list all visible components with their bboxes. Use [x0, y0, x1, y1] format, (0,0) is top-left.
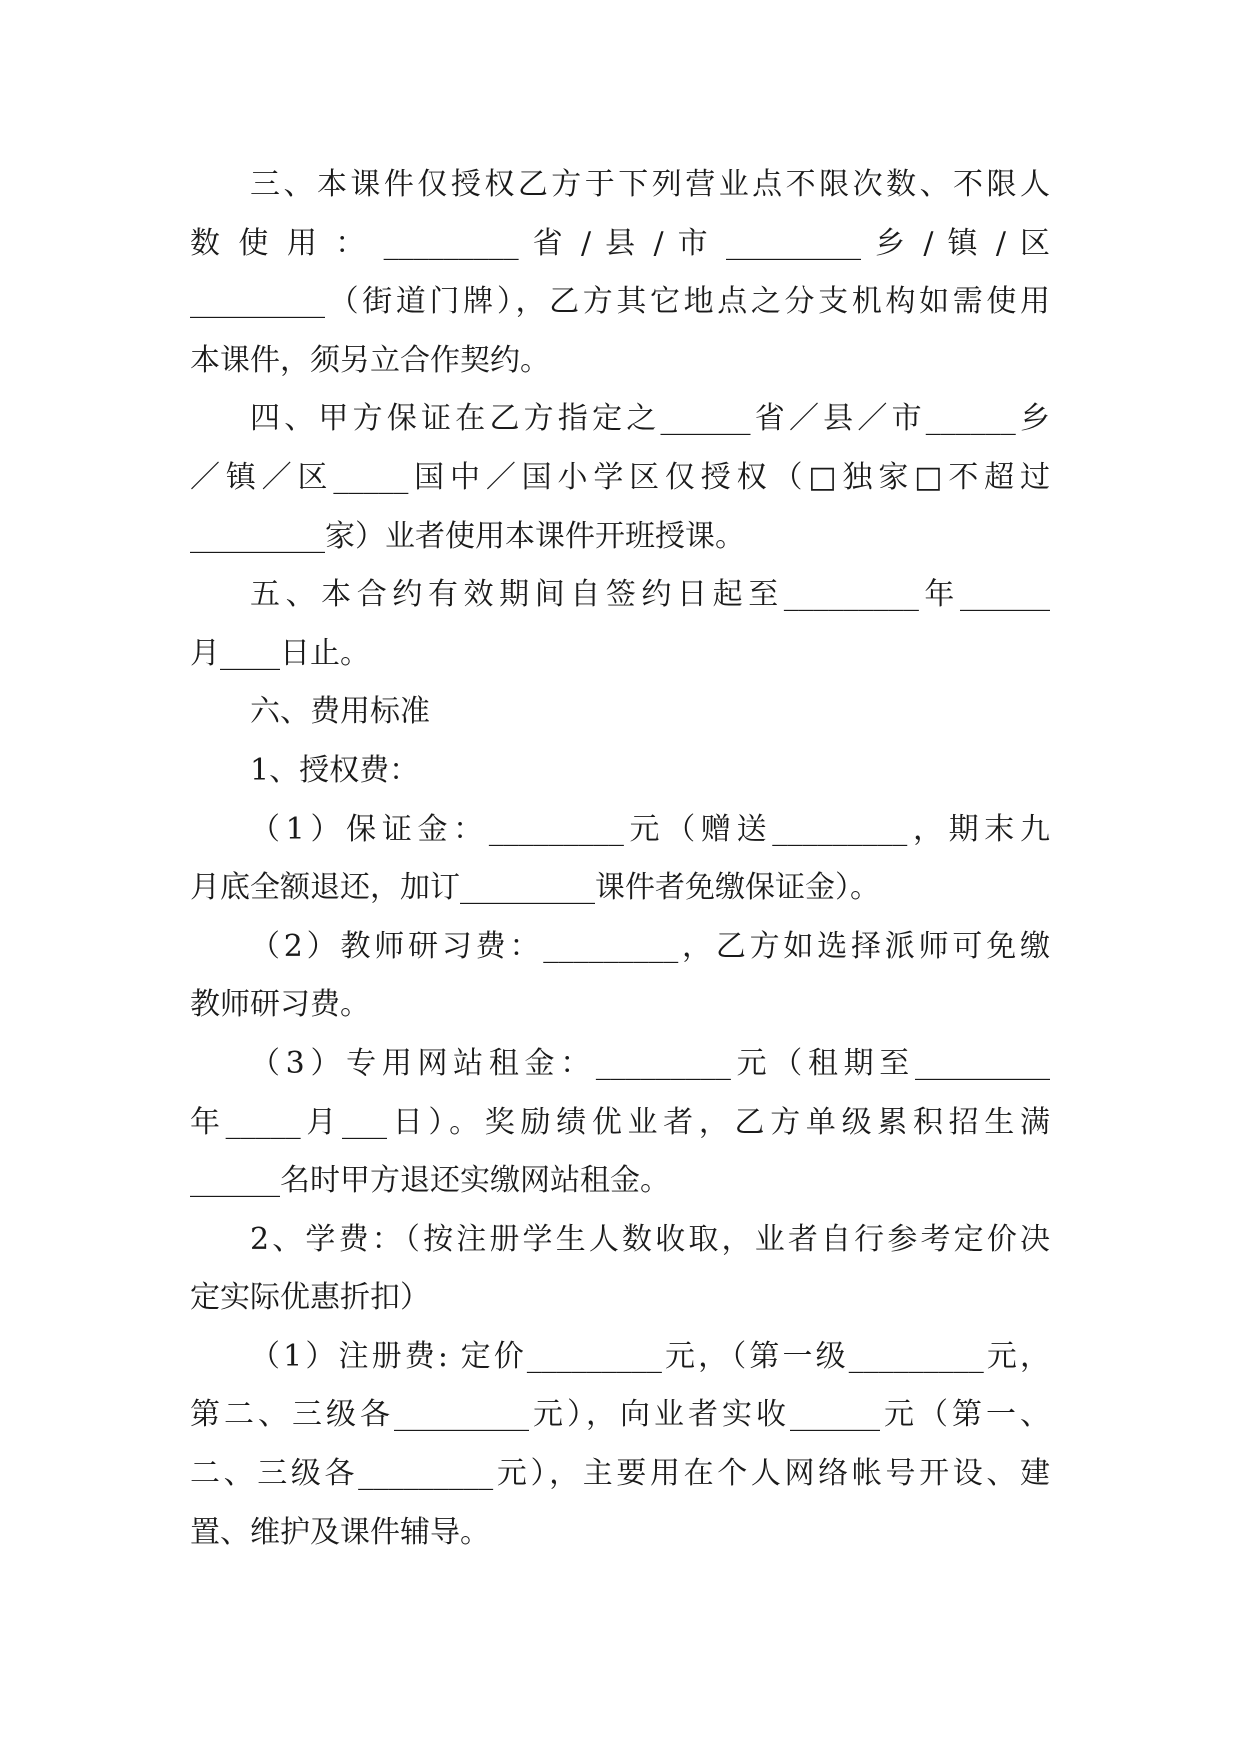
text-line: （1）注册费: 定价_________元，（第一级_________元， — [250, 1338, 1050, 1374]
text-line: 第二、三级各_________元），向业者实收______元（第一、 — [190, 1397, 1050, 1433]
item-1-1 — [190, 801, 1050, 918]
text-line: 置、维护及课件辅导。 — [190, 1514, 490, 1550]
text-line: ______名时甲方退还实缴网站租金。 — [190, 1163, 670, 1199]
text-line: _________（街道门牌），乙方其它地点之分支机构如需使用 — [190, 284, 1050, 320]
clause-3 — [190, 156, 1050, 390]
section-heading: 六、费用标准 — [250, 694, 430, 730]
text-line: 月____日止。 — [190, 635, 370, 671]
text-line: （2）教师研习费：_________，乙方如选择派师可免缴 — [250, 928, 1050, 964]
clause-6-heading — [190, 683, 1050, 742]
text-line: ／镇／区_____国中／国小学区仅授权（□独家□不超过 — [190, 459, 1050, 495]
subsection-heading: 1、授权费： — [250, 752, 420, 788]
text-line: 数 使 用 ： _________ 省 / 县 / 市 _________ 乡 / 镇 / 区 — [190, 225, 1050, 261]
item-1-3 — [190, 1035, 1050, 1211]
text-line: 定实际优惠折扣） — [190, 1280, 430, 1316]
item-1-2 — [190, 918, 1050, 1035]
text-line: _________家）业者使用本课件开班授课。 — [190, 518, 745, 554]
text-line: 四、甲方保证在乙方指定之______省／县／市______乡 — [250, 401, 1050, 437]
text-line: 2、学费：（按注册学生人数收取，业者自行参考定价决 — [250, 1221, 1050, 1257]
contract-body — [190, 156, 1050, 1562]
item-2-1 — [190, 1328, 1050, 1562]
clause-5 — [190, 566, 1050, 683]
text-line: 年_____月___日）。奖励绩优业者，乙方单级累积招生满 — [190, 1104, 1050, 1140]
text-line: （1）保证金：_________元（赠送_________，期末九 — [250, 811, 1050, 847]
text-line: 月底全额退还，加订_________课件者免缴保证金）。 — [190, 870, 880, 906]
item-2-heading — [190, 1211, 1050, 1328]
text-line: 教师研习费。 — [190, 987, 370, 1023]
text-line: 本课件，须另立合作契约。 — [190, 342, 550, 378]
clause-4 — [190, 390, 1050, 566]
text-line: 二、三级各_________元），主要用在个人网络帐号开设、建 — [190, 1456, 1050, 1492]
text-line: 五、本合约有效期间自签约日起至_________年______ — [250, 577, 1050, 613]
text-line: 三、本课件仅授权乙方于下列营业点不限次数、不限人 — [250, 167, 1050, 202]
item-1-heading — [190, 742, 1050, 801]
text-line: （3）专用网站租金：_________元（租期至_________ — [250, 1045, 1050, 1081]
